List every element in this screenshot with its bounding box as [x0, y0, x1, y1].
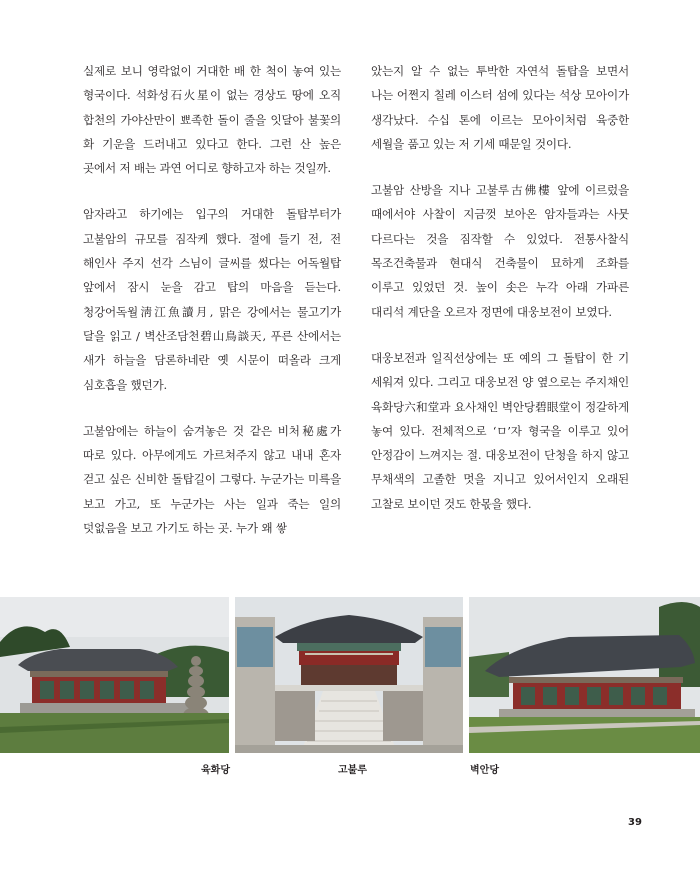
paragraph: 았는지 알 수 없는 투박한 자연석 돌탑을 보면서 나는 어쩐지 칠레 이스터 섬에 있다는 석상 모아이가 생각났다. 수십 톤에 이르는 모아이처럼 육중한 세월을 품고 있는 저 기세 때문일 것이다.: [371, 64, 629, 151]
photo-strip: [0, 597, 700, 753]
photo-byeogandang: [469, 597, 700, 753]
paragraph: 대웅보전과 일직선상에는 또 예의 그 돌탑이 한 기 세워져 있다. 그리고 대웅보전 양 옆으로는 주지채인 육화당六和堂과 요사채인 벽안당碧眼堂이 정갈하게 놓여 있다. 전체적으로 ‘ㅁ’자 형국을 이루고 있어 안정감이 느껴지는 절. 대웅보전이 단청을 하지 않고 무채색의 고졸한 멋을 지니고 있어서인지 오래된 고찰로 보이던 것도 한몫을 했다.: [371, 350, 629, 511]
paragraph: 실제로 보니 영락없이 거대한 배 한 척이 놓여 있는 형국이다. 석화성石火星이 없는 경상도 땅에 오직 합천의 가야산만이 뾰족한 돌이 줄을 잇달아 불꽃의 화 기운을 드러내고 있다고 한다. 그런 산 높은 곳에서 저 배는 과연 어디로 향하고자 하는 것일까.: [83, 64, 341, 176]
text-column-right: [371, 59, 629, 538]
photo-caption: 육화당: [201, 765, 230, 776]
photo-gobullu: [235, 597, 463, 753]
photo-yukhwadang: [0, 597, 229, 753]
paragraph: 고불암 산방을 지나 고불루古佛樓 앞에 이르렀을 때에서야 사찰이 지금껏 보아온 암자들과는 사뭇 다르다는 것을 짐작할 수 있었다. 전통사찰식 목조건축물과 현대식 건축물이 묘하게 조화를 이루고 있었던 것. 높이 솟은 누각 아래 가파른 대리석 계단을 오르자 정면에 대웅보전이 보였다.: [371, 183, 629, 319]
text-column-left: [83, 59, 341, 562]
photo-caption: 고불루: [338, 765, 367, 776]
photo-caption: 벽안당: [470, 765, 499, 776]
paragraph: 고불암에는 하늘이 숨겨놓은 것 같은 비처秘處가 따로 있다. 아무에게도 가르쳐주지 않고 내내 혼자 걷고 싶은 신비한 돌탑길이 그렇다. 누군가는 미륵을 보고 가고, 또 누군가는 사는 일과 죽는 일의 덧없음을 보고 가기도 하는 곳. 누가 왜 쌓: [83, 423, 341, 536]
paragraph: 암자라고 하기에는 입구의 거대한 돌탑부터가 고불암의 규모를 짐작케 했다. 절에 들기 전, 전 해인사 주지 선각 스님이 글씨를 썼다는 어독월탑 앞에서 잠시 눈을 감고 탑의 마음을 듣는다. 청강어독월淸江魚讀月, 맑은 강에서는 물고기가 달을 읽고 / 벽산조담천碧山鳥談天, 푸른 산에서는 새가 하늘을 담론하네란 옛 시문이 떠올라 크게 심호흡을 했던가.: [83, 207, 341, 392]
page-number: 39: [628, 817, 642, 828]
